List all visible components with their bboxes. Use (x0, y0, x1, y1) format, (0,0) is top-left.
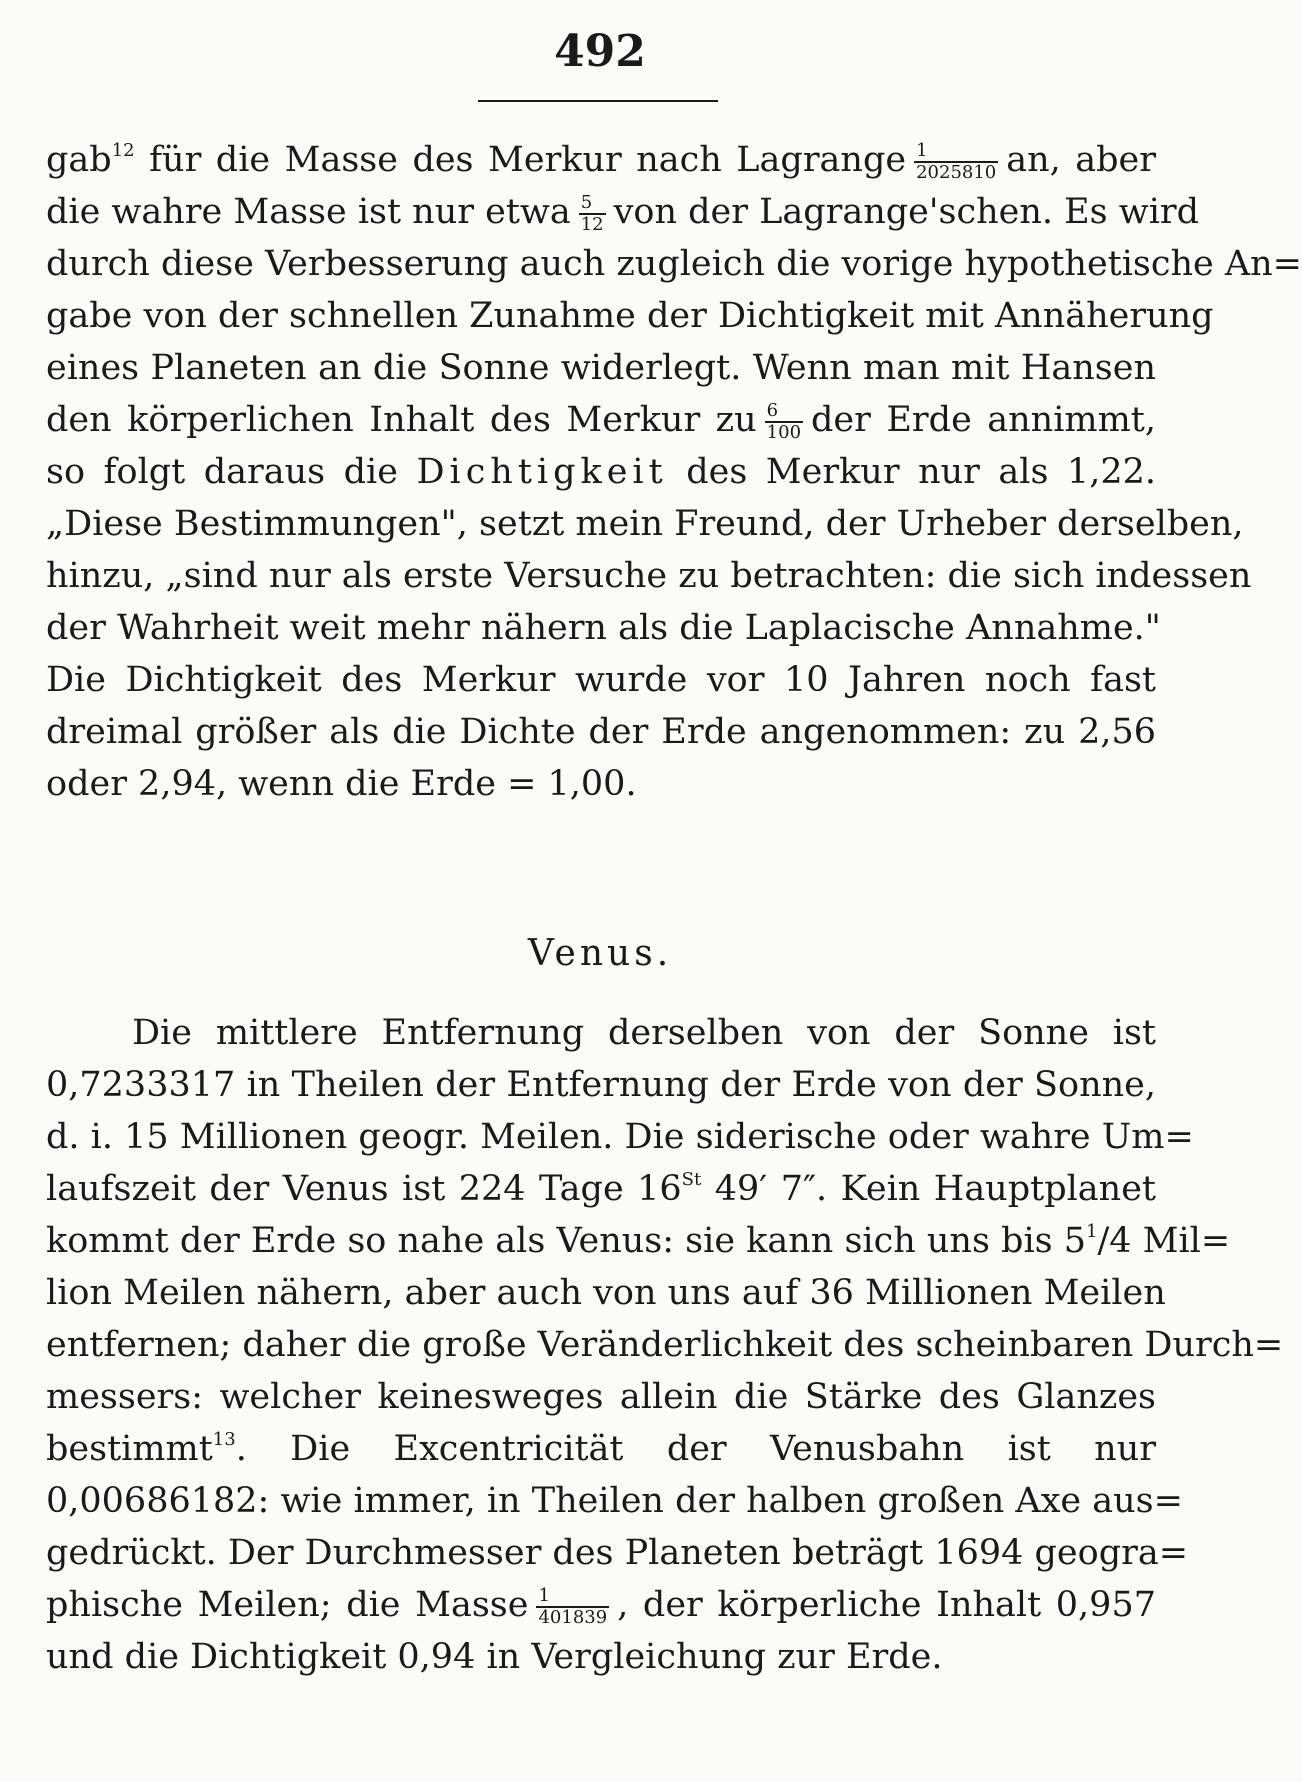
text-line: Die mittlere Entfernung derselben von der Sonne ist (132, 1013, 1156, 1053)
text-line: den körperlichen Inhalt des Merkur zu $\frac{6}{100}$ der Erde annimmt, (46, 399, 1156, 443)
footnote-marker: 12 (111, 140, 135, 161)
superscript: St (681, 1169, 702, 1190)
text-line: der Wahrheit weit mehr nähern als die Laplacische Annahme." (46, 608, 1161, 648)
text-line: 0,7233317 in Theilen der Entfernung der Erde von der Sonne, (46, 1065, 1156, 1105)
text-line: kommt der Erde so nahe als Venus: sie kann sich uns bis $5^1/4$ Mil= (46, 1221, 1231, 1261)
text-line: messers: welcher keinesweges allein die Stärke des Glanzes (46, 1377, 1156, 1417)
superscript: 1 (1086, 1221, 1098, 1242)
text-line: gedrückt. Der Durchmesser des Planeten beträgt 1694 geogra= (46, 1533, 1189, 1573)
fraction: $\frac{1}{401839}$ (538, 1584, 608, 1628)
text-line: 0,00686182: wie immer, in Theilen der halben großen Axe aus= (46, 1481, 1183, 1521)
text-line: und die Dichtigkeit 0,94 in Vergleichung zur Erde. (46, 1637, 943, 1677)
fraction: $\frac{6}{100}$ (766, 399, 802, 443)
text-line: d. i. 15 Millionen geogr. Meilen. Die siderische oder wahre Um= (46, 1117, 1194, 1157)
text-line: phische Meilen; die Masse $\frac{1}{401839}$ , der körperliche Inhalt 0,957 (46, 1584, 1156, 1628)
text-line: lion Meilen nähern, aber auch von uns auf 36 Millionen Meilen (46, 1273, 1166, 1313)
text-line: entfernen; daher die große Veränderlichkeit des scheinbaren Durch= (46, 1325, 1284, 1365)
text-line: oder 2,94, wenn die Erde = 1,00. (46, 764, 637, 804)
text-line: die wahre Masse ist nur etwa $\frac{5}{12}$ von der Lagrange'schen. Es wird (46, 191, 1200, 235)
section-heading: Venus. (527, 933, 673, 974)
text-line: eines Planeten an die Sonne widerlegt. Wenn man mit Hansen (46, 348, 1156, 388)
text-line: Die Dichtigkeit des Merkur wurde vor 10 Jahren noch fast (46, 660, 1156, 700)
text-line: laufszeit der Venus ist 224 Tage 16St 49′ 7″. Kein Hauptplanet (46, 1169, 1156, 1209)
text-line: „Diese Bestimmungen", setzt mein Freund, der Urheber derselben, (46, 504, 1244, 544)
header-rule (478, 100, 718, 102)
spaced-word: Dichtigkeit (416, 452, 668, 492)
fraction: $\frac{5}{12}$ (580, 191, 604, 235)
text-line: hinzu, „sind nur als erste Versuche zu betrachten: die sich indessen (46, 556, 1252, 596)
page-number: 492 (554, 26, 646, 77)
text-line: durch diese Verbesserung auch zugleich die vorige hypothetische An= (46, 244, 1302, 284)
text-line: dreimal größer als die Dichte der Erde angenommen: zu 2,56 (46, 712, 1156, 752)
text-line: so folgt daraus die Dichtigkeit des Merkur nur als 1,22. (46, 452, 1156, 492)
fraction: $\frac{1}{2025810}$ (916, 139, 997, 183)
text-line: gabe von der schnellen Zunahme der Dichtigkeit mit Annäherung (46, 296, 1214, 336)
text-line: bestimmt$^{13}$. Die Excentricität der Venusbahn ist nur (46, 1429, 1156, 1469)
footnote-marker: 13 (212, 1429, 236, 1450)
text-line: gab$^{12}$ für die Masse des Merkur nach Lagrange $\frac{1}{2025810}$ an, aber (46, 139, 1157, 183)
